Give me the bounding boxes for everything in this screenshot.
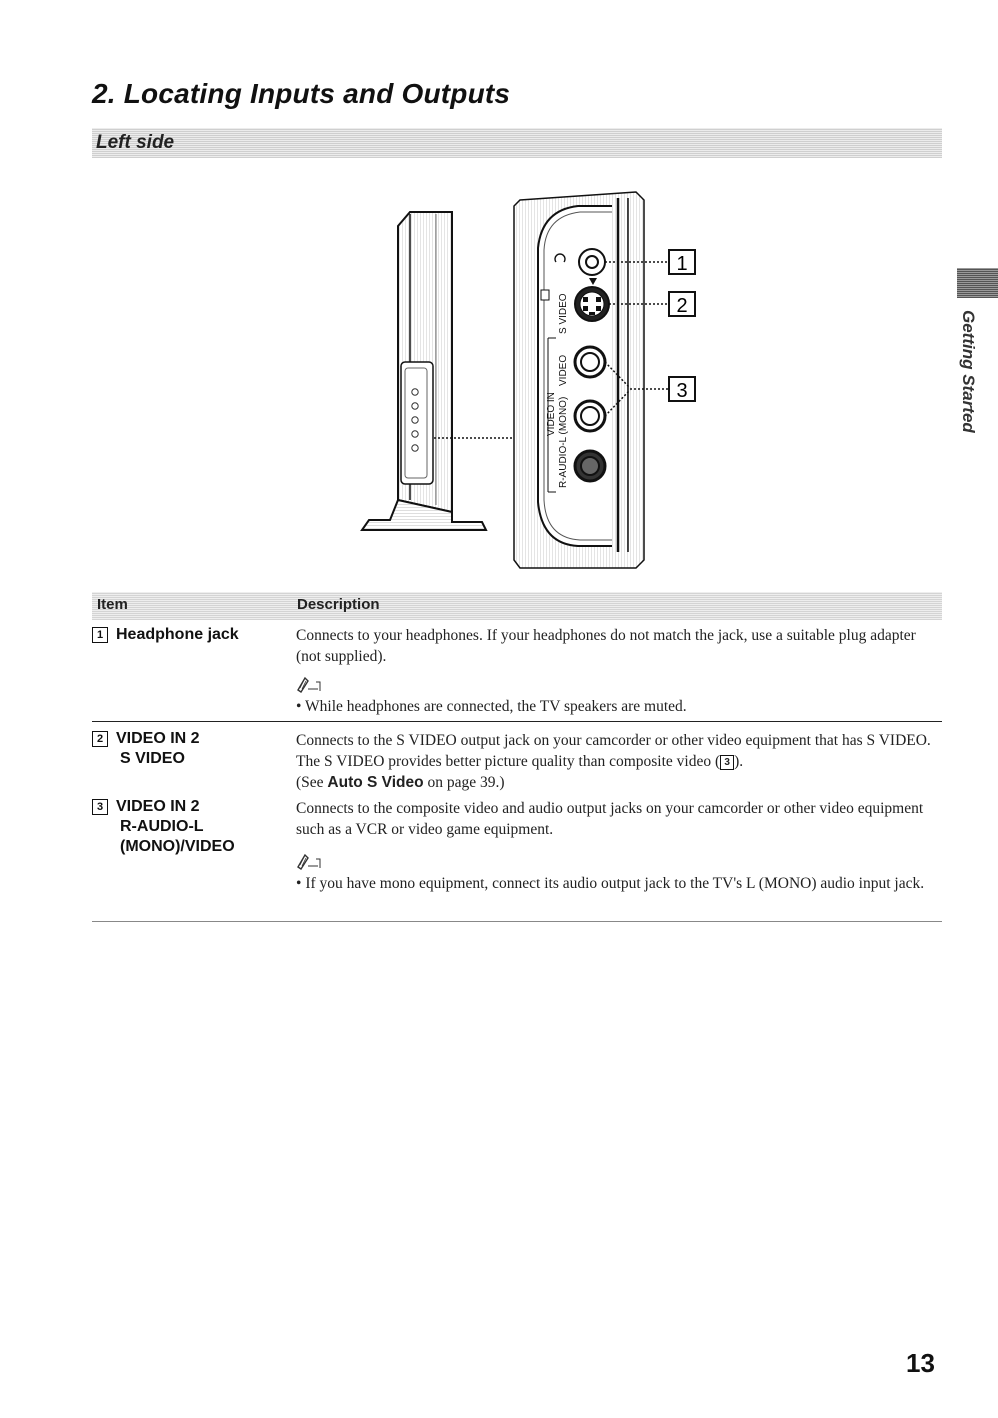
video-in-label: VIDEO IN bbox=[546, 392, 557, 436]
table-header-bar bbox=[92, 592, 942, 620]
item-sublabel: R-AUDIO-L bbox=[120, 818, 204, 835]
audio-label: R-AUDIO-L (MONO) bbox=[558, 396, 569, 488]
item-cell bbox=[92, 729, 292, 769]
description-cell bbox=[296, 798, 936, 894]
tv-side-view bbox=[362, 212, 514, 530]
see-prefix: (See bbox=[296, 774, 328, 791]
description-text-end: ). bbox=[734, 753, 744, 770]
callout-3 bbox=[669, 377, 695, 402]
column-header-description: Description bbox=[297, 596, 380, 613]
description-text: Connects to your headphones. If your headphones do not match the jack, use a suitable plug adapter (not supplied). bbox=[296, 627, 916, 665]
item-cell bbox=[92, 797, 292, 857]
item-number: 2 bbox=[92, 731, 108, 747]
row-divider bbox=[92, 721, 942, 722]
callout-1-number: 1 bbox=[676, 253, 688, 275]
note-text: • While headphones are connected, the TV speakers are muted. bbox=[296, 698, 687, 715]
s-video-label: S VIDEO bbox=[558, 293, 569, 334]
callout-2 bbox=[669, 292, 695, 317]
item-label: VIDEO IN 2 bbox=[116, 798, 200, 815]
item-number: 1 bbox=[92, 627, 108, 643]
description-cell bbox=[296, 730, 936, 793]
see-suffix: on page 39.) bbox=[423, 774, 505, 791]
callout-3-number: 3 bbox=[676, 380, 688, 402]
callout-1 bbox=[669, 250, 695, 275]
note-text-content: While headphones are connected, the TV speakers are muted. bbox=[305, 698, 687, 715]
page-title: 2. Locating Inputs and Outputs bbox=[92, 78, 511, 109]
jack-panel-closeup bbox=[514, 192, 644, 568]
item-cell bbox=[92, 625, 292, 645]
description-text-part: Connects to the S VIDEO output jack on your camcorder or other video equipment that has S VIDEO. The S VIDEO provides better picture quality than composite video ( bbox=[296, 732, 931, 770]
description-text: Connects to the composite video and audio output jacks on your camcorder or other video equipment such as a VCR or video game equipment. bbox=[296, 800, 924, 838]
item-sublabel: S VIDEO bbox=[120, 750, 185, 767]
item-label: Headphone jack bbox=[116, 626, 239, 643]
reference-number: 3 bbox=[720, 755, 734, 770]
item-label: VIDEO IN 2 bbox=[116, 730, 200, 747]
note-pencil-icon bbox=[296, 673, 324, 693]
description-cell bbox=[296, 625, 936, 717]
note-text-content: If you have mono equipment, connect its audio output jack to the TV's L (MONO) audio input jack. bbox=[305, 875, 925, 892]
side-tab-label: Getting Started bbox=[959, 310, 978, 433]
note-text: • If you have mono equipment, connect its audio output jack to the TV's L (MONO) audio input jack. bbox=[296, 875, 925, 892]
note-pencil-icon bbox=[296, 850, 324, 870]
see-link-text: Auto S Video bbox=[327, 774, 424, 791]
column-header-item: Item bbox=[97, 596, 128, 613]
item-sublabel: (MONO)/VIDEO bbox=[120, 838, 235, 855]
item-number: 3 bbox=[92, 799, 108, 815]
section-heading: Left side bbox=[96, 132, 175, 153]
tv-left-side-diagram bbox=[0, 0, 998, 590]
description-text bbox=[296, 730, 936, 772]
callout-2-number: 2 bbox=[676, 295, 688, 317]
see-also-text bbox=[296, 772, 936, 793]
video-label: VIDEO bbox=[558, 354, 569, 386]
page-number: 13 bbox=[906, 1348, 935, 1378]
table-bottom-rule bbox=[92, 921, 942, 922]
